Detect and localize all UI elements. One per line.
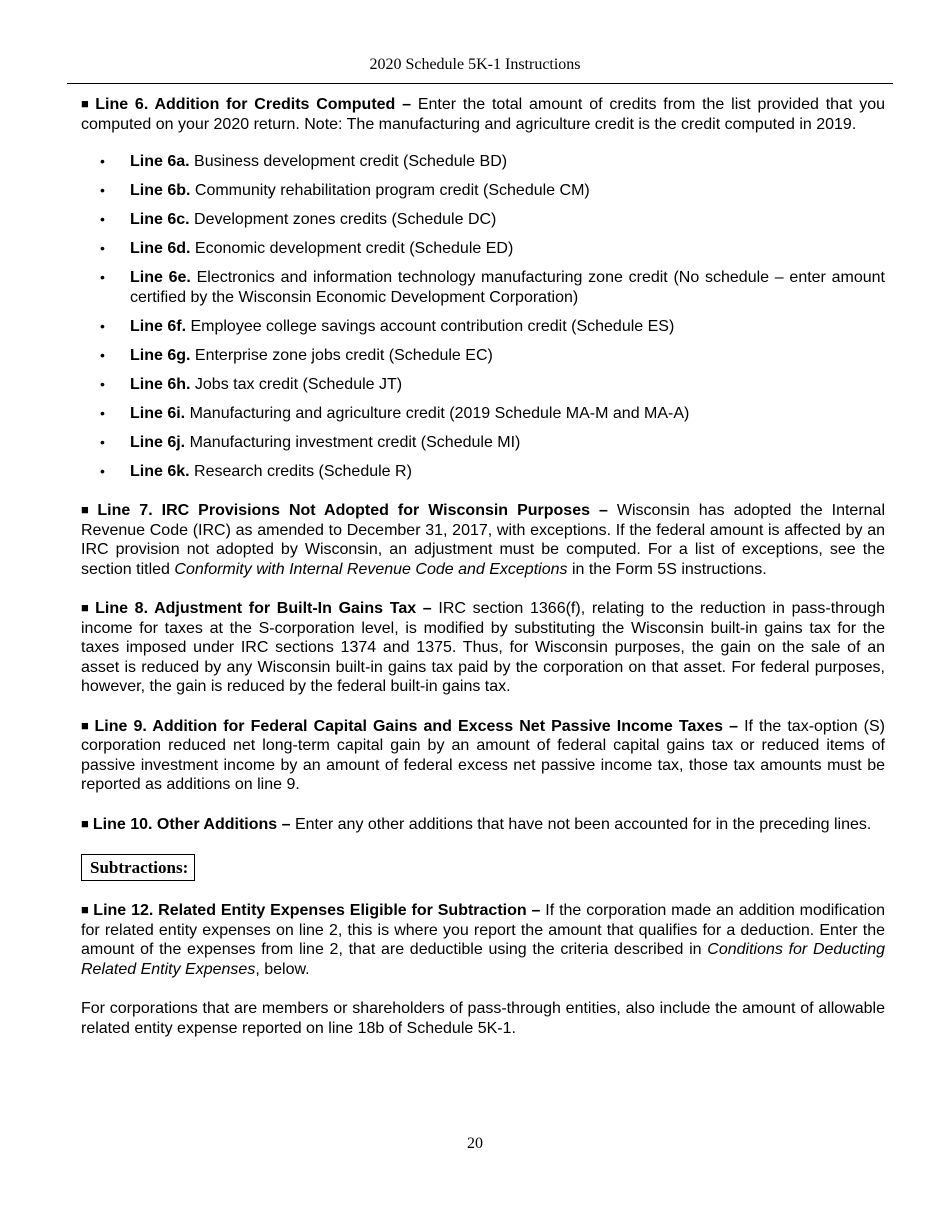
item-text: Community rehabilitation program credit (Schedule CM) xyxy=(190,182,590,199)
item-label: Line 6k. xyxy=(130,462,190,480)
item-text: Enterprise zone jobs credit (Schedule EC) xyxy=(190,346,493,364)
item-text: Economic development credit (Schedule ED) xyxy=(190,240,514,257)
item-label: Line 6b. xyxy=(130,182,191,199)
bullet-icon: • xyxy=(100,153,105,169)
list-item xyxy=(81,462,885,482)
square-bullet-icon: ■ xyxy=(81,600,92,615)
credits-list xyxy=(81,152,885,481)
line7-text: Wisconsin has adopted the Internal Revenue Code (IRC) as amended to December 31, 2017, with exceptions. If the federal amount is affected by an IRC provision not adopted by Wisconsin, an adjustment must be computed. For a list of exceptions, see the section titled xyxy=(81,502,886,578)
line6-paragraph xyxy=(81,95,885,134)
item-label: Line 6h. xyxy=(130,375,191,393)
bullet-icon: • xyxy=(100,269,105,285)
item-text: Business development credit (Schedule BD) xyxy=(189,153,508,170)
line12-label: Line 12. Related Entity Expenses Eligible for Subtraction – xyxy=(93,902,541,919)
subtractions-heading: Subtractions: xyxy=(81,854,195,881)
line12-text: If the corporation made an addition modification for related entity expenses on line 2, this is where you report the amount that qualifies for a deduction. Enter the amount of the expenses from line 2, that are deductible using the criteria described in xyxy=(81,902,885,958)
bullet-icon: • xyxy=(100,317,105,334)
item-label: Line 6c. xyxy=(130,211,190,228)
square-bullet-icon: ■ xyxy=(81,717,91,733)
line7-paragraph xyxy=(81,501,885,579)
list-item xyxy=(81,375,885,395)
line12-italic-ref: Conditions for Deducting Related Entity Expenses xyxy=(81,941,885,978)
item-label: Line 6j. xyxy=(130,433,186,451)
item-label: Line 6i. xyxy=(130,404,186,422)
header-rule xyxy=(67,83,893,84)
list-item xyxy=(81,317,885,337)
item-label: Line 6d. xyxy=(130,240,191,257)
item-text: Employee college savings account contribution credit (Schedule ES) xyxy=(186,317,675,335)
list-item xyxy=(81,346,885,366)
bullet-icon: • xyxy=(100,182,105,198)
list-item xyxy=(81,433,885,453)
line9-paragraph xyxy=(81,717,885,795)
bullet-icon: • xyxy=(100,346,105,363)
bullet-icon: • xyxy=(100,404,105,421)
item-label: Line 6g. xyxy=(130,346,191,364)
square-bullet-icon: ■ xyxy=(81,902,90,917)
line8-paragraph xyxy=(81,599,885,697)
item-text: Manufacturing investment credit (Schedule MI) xyxy=(185,433,521,451)
line9-text: If the tax-option (S) corporation reduced net long-term capital gain by an amount of federal capital gains tax or reduced items of passive investment income by an amount of federal excess net passive income tax, those tax amounts must be reported as additions on line 9. xyxy=(81,717,886,793)
bullet-icon: • xyxy=(100,375,105,392)
page-content xyxy=(81,95,885,1038)
item-text: Manufacturing and agriculture credit (2019 Schedule MA-M and MA-A) xyxy=(185,404,690,422)
square-bullet-icon: ■ xyxy=(81,502,94,517)
list-item xyxy=(81,152,885,172)
item-text: Research credits (Schedule R) xyxy=(189,462,412,480)
square-bullet-icon: ■ xyxy=(81,815,89,831)
list-item xyxy=(81,181,885,201)
line12-paragraph xyxy=(81,901,885,979)
item-text: Development zones credits (Schedule DC) xyxy=(189,211,497,228)
page-number: 20 xyxy=(467,1135,483,1152)
line6-label: Line 6. Addition for Credits Computed – xyxy=(95,96,412,113)
bullet-icon: • xyxy=(100,433,105,450)
page-header: 2020 Schedule 5K-1 Instructions xyxy=(369,56,581,73)
line9-label: Line 9. Addition for Federal Capital Gains and Excess Net Passive Income Taxes – xyxy=(94,717,739,735)
item-label: Line 6e. xyxy=(130,269,191,286)
line10-paragraph xyxy=(81,815,885,835)
line10-label: Line 10. Other Additions – xyxy=(92,815,291,833)
line8-text: IRC section 1366(f), relating to the reduction in pass-through income for taxes at the S-corporation level, is modified by substituting the Wisconsin built-in gains tax for the taxes imposed under IRC sections 1374 and 1375. Thus, for Wisconsin purposes, the gain on the sale of an asset is reduced by any Wisconsin built-in gains tax paid by the corporation on that asset. For federal purposes, however, the gain is reduced by the federal built-in gains tax. xyxy=(81,600,885,695)
item-label: Line 6a. xyxy=(130,153,190,170)
line6-text: Enter the total amount of credits from the list provided that you computed on your 2020 return. Note: The manufacturing and agriculture credit is the credit computed in 2019. xyxy=(81,96,885,133)
line8-label: Line 8. Adjustment for Built-In Gains Tax – xyxy=(95,600,432,617)
line10-text: Enter any other additions that have not been accounted for in the preceding lines. xyxy=(290,815,872,833)
line7-label: Line 7. IRC Provisions Not Adopted for Wisconsin Purposes – xyxy=(97,502,608,519)
item-text: Jobs tax credit (Schedule JT) xyxy=(190,375,403,393)
closing-paragraph: For corporations that are members or shareholders of pass-through entities, also include the amount of allowable related entity expense reported on line 18b of Schedule 5K-1. xyxy=(81,1000,885,1037)
list-item xyxy=(81,239,885,259)
line7-text-after: in the Form 5S instructions. xyxy=(567,560,767,578)
item-label: Line 6f. xyxy=(130,317,187,335)
list-item xyxy=(81,268,885,307)
subtractions-heading-wrap xyxy=(81,854,885,881)
line12-text-after: , below. xyxy=(255,960,310,978)
bullet-icon: • xyxy=(100,462,105,479)
bullet-icon: • xyxy=(100,240,105,256)
list-item xyxy=(81,210,885,230)
list-item xyxy=(81,404,885,424)
line7-italic-ref: Conformity with Internal Revenue Code and Exceptions xyxy=(174,560,568,578)
square-bullet-icon: ■ xyxy=(81,96,92,111)
bullet-icon: • xyxy=(100,211,105,227)
item-text: Electronics and information technology manufacturing zone credit (No schedule – enter amount certified by the Wisconsin Economic Development Corporation) xyxy=(130,269,885,306)
